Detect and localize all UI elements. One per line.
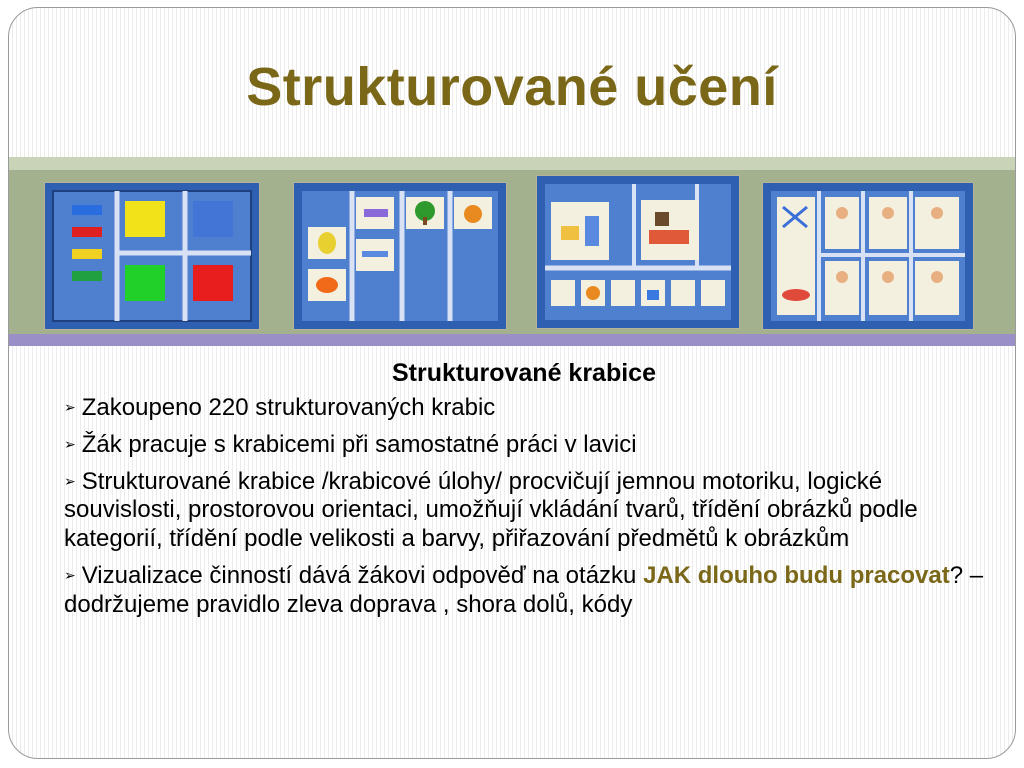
box-with-picture-cards-icon [294,183,506,329]
bullet-item [64,394,984,423]
photo-band-top-stripe [9,157,1015,170]
bullet-text: Žák pracuje s krabicemi při samostatné práci v lavici [81,430,637,458]
photo-box-lego [45,183,259,329]
bullet-item [64,431,984,460]
section-subtitle: Strukturované krabice [392,359,656,387]
bullet-text: Strukturované krabice /krabicové úlohy/ procvičují jemnou motoriku, logické souvislosti, prostorovou orientaci, umožňují vkládání tvarů, třídění obrázků podle kategorií, třídění podle velikosti a barvy, přiřazování předmětů k obrázkům [64,467,918,553]
bullet-text: Zakoupeno 220 strukturovaných krabic [81,394,496,421]
box-with-activity-pictures-icon [763,183,973,329]
bullet-text-end: ? – dodržujeme pravidlo zleva doprava , shora dolů, kódy [64,561,984,618]
box-with-room-scenes-icon [537,176,739,328]
arrowhead-bullet-icon: ➢ [64,435,76,452]
highlighted-question: JAK dlouho budu pracovat [643,561,950,589]
slide-title: Strukturované učení [246,57,778,117]
bullet-text: Vizualizace činností dává žákovi odpověď na otázku [81,561,644,589]
slide-content [64,358,984,628]
photo-box-rooms [537,176,739,328]
arrowhead-bullet-icon: ➢ [64,472,76,489]
bullet-item [64,562,984,620]
slide [8,7,1016,759]
photo-band-bottom-stripe [9,334,1015,346]
box-with-lego-and-color-squares-icon [45,183,259,329]
photo-box-activities [763,183,973,329]
photo-box-cards [294,183,506,329]
arrowhead-bullet-icon: ➢ [64,566,76,583]
arrowhead-bullet-icon: ➢ [64,399,76,415]
bullet-item [64,468,984,554]
